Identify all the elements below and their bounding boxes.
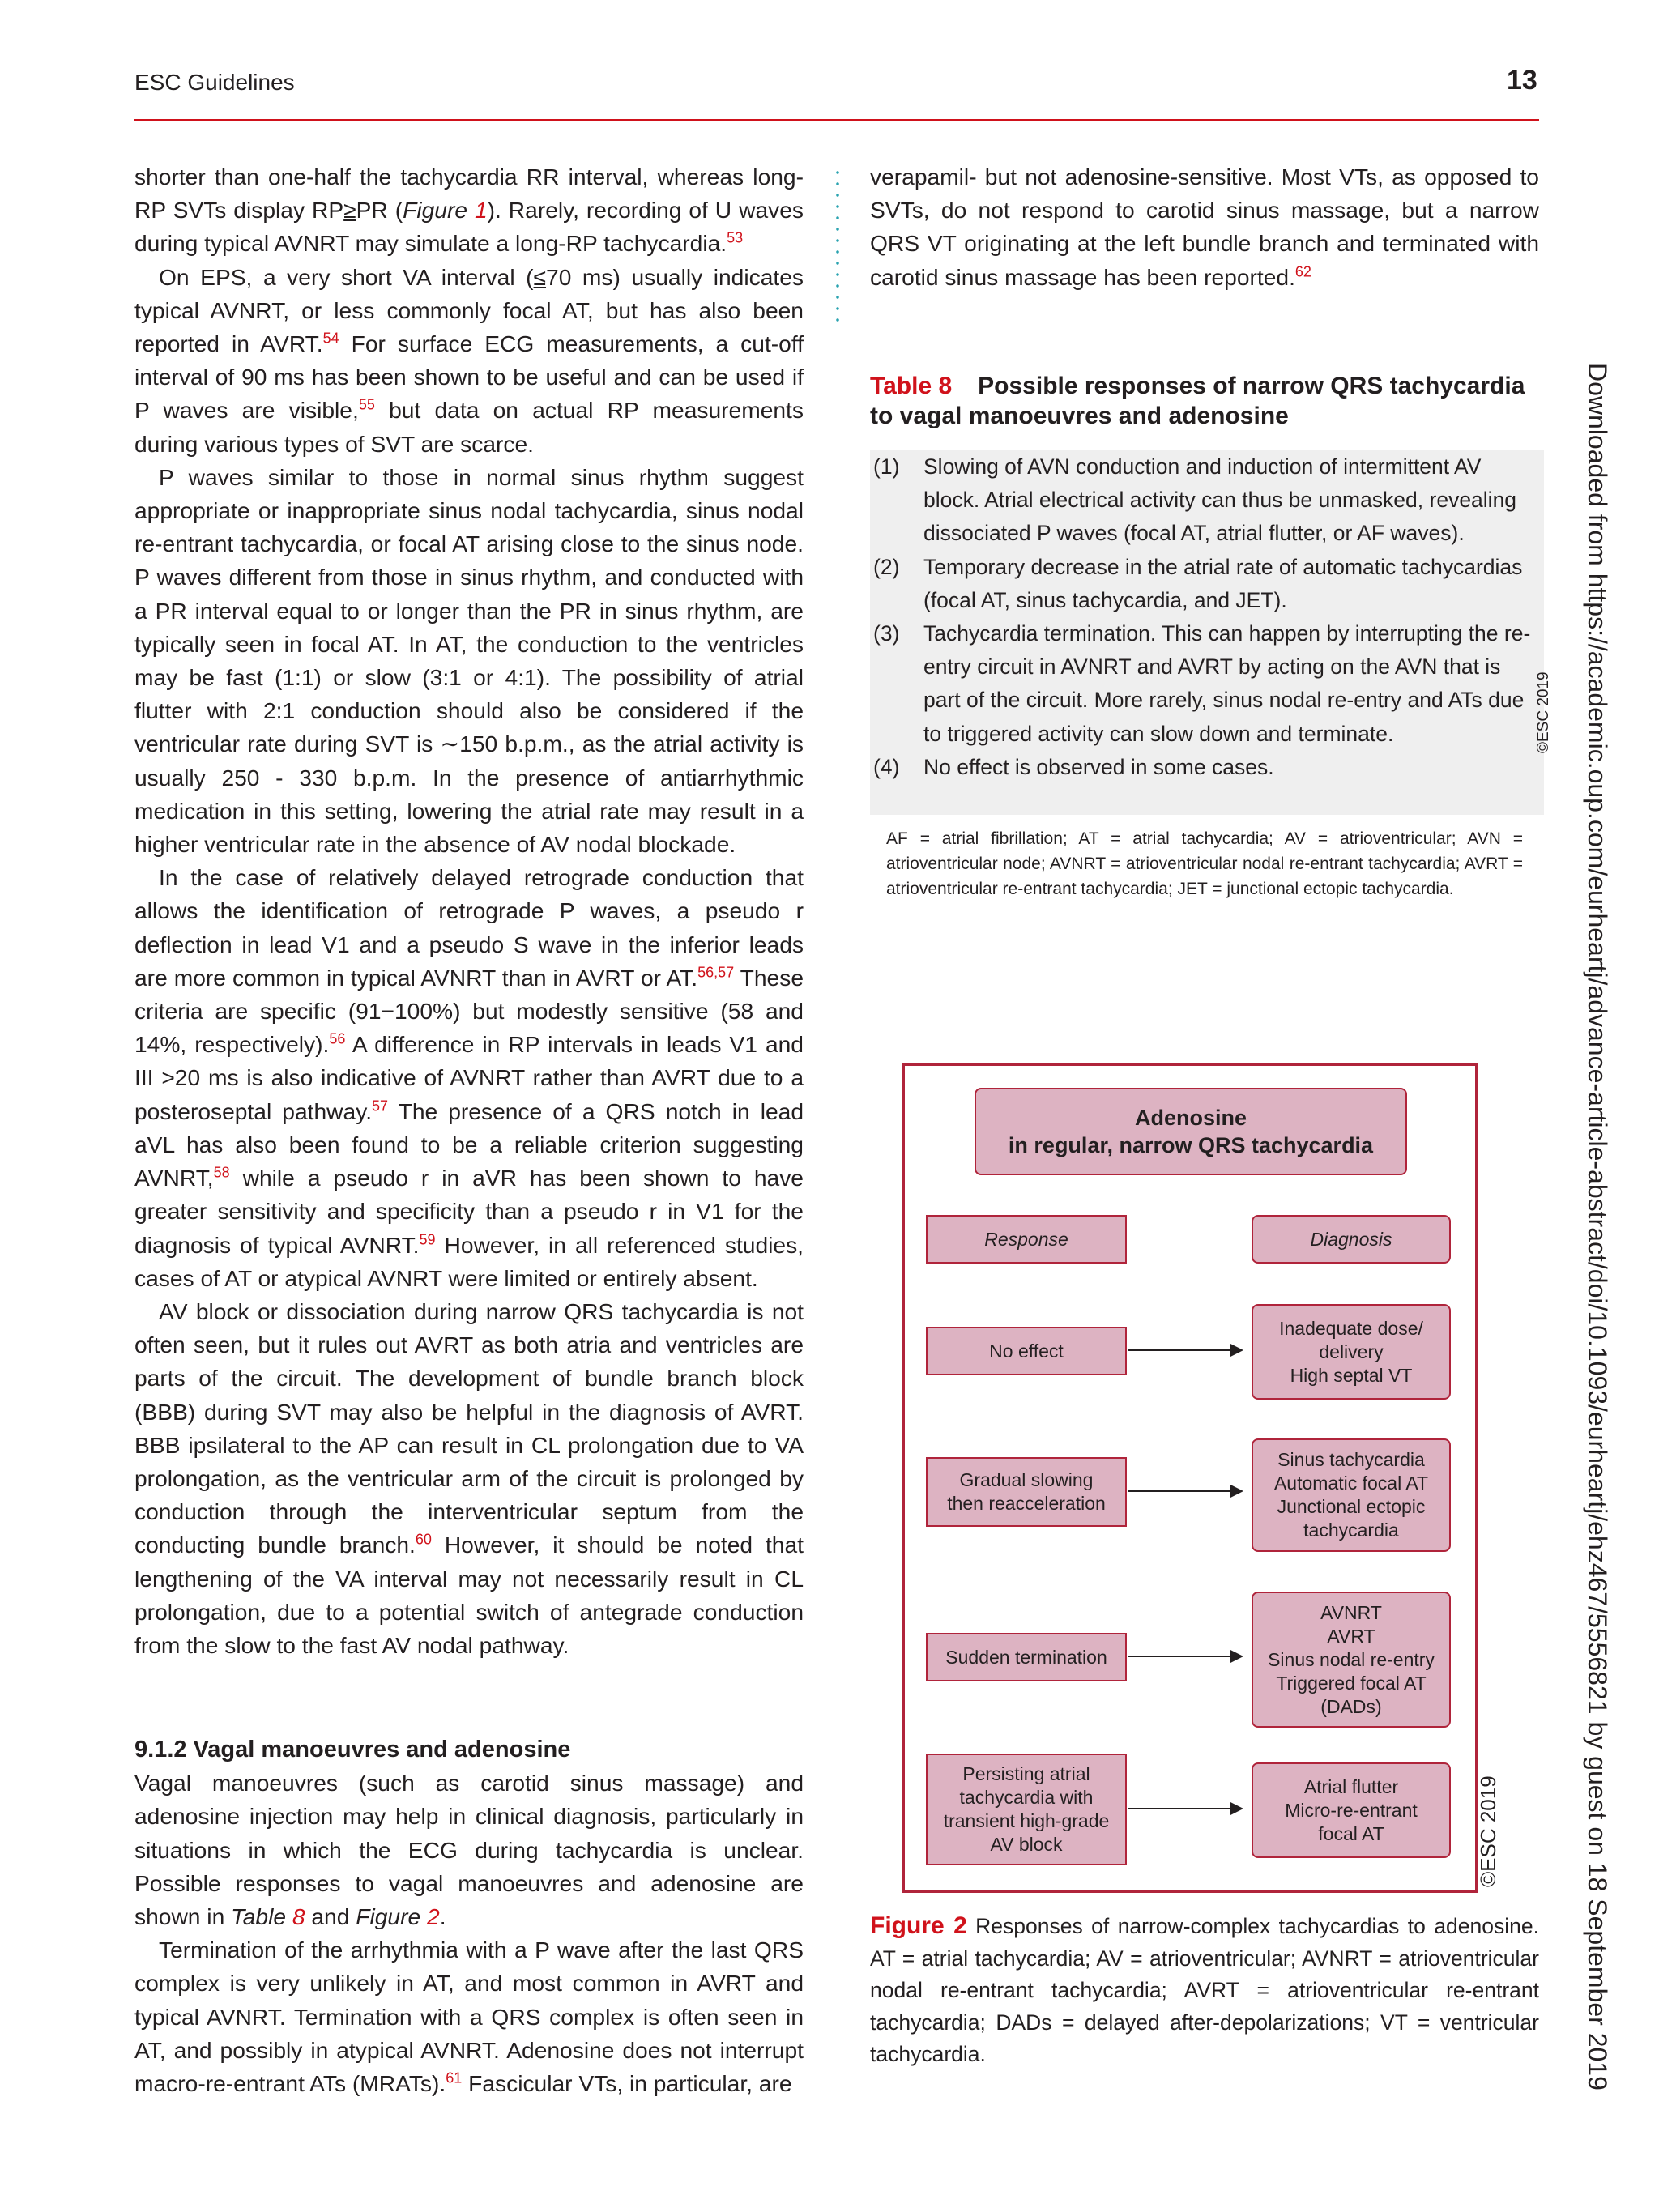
running-header: ESC Guidelines bbox=[134, 70, 295, 95]
copyright-table: ©ESC 2019 bbox=[1535, 671, 1552, 753]
paragraph: Termination of the arrhythmia with a P wave after the last QRS complex is very unlikely in AT, and most common in AVRT and typical AVNRT. Termination with a QRS complex is often seen in AT, and possibly in atypical AVNRT. Adenosine does not interrupt macro-re-entrant ATs (MRATs).$^{61}$ Fascicular VTs, in particular, are bbox=[134, 1937, 804, 2097]
paragraph: In the case of relatively delayed retrograde conduction that allows the identification of retrograde P waves, a pseudo r deflection in lead V1 and a pseudo S wave in the inferior leads are more common in typical AVNRT than in AVRT or AT.$^{56,57}$ These criteria are specific (91−100%) but modestly sensitive (58 and 14%, respectively).$^{56}$ A difference in RP intervals in leads V1 and III >20 ms is also indicative of AVNRT rather than AVRT due to a posteroseptal pathway.$^{57}$ The presence of a QRS notch in lead aVL has also been found to be a reliable criterion suggesting AVNRT,$^{58}$ while a pseudo r in aVR has been shown to have greater sensitivity and specificity than a pseudo r in V1 for the diagnosis of typical AVNRT.$^{59}$ However, in all referenced studies, cases of AT or atypical AVNRT were limited or entirely absent. bbox=[134, 864, 804, 1291]
response-box: No effect bbox=[926, 1327, 1127, 1375]
table-link[interactable]: 8 bbox=[292, 1903, 305, 1930]
paragraph: shorter than one-half the tachycardia RR interval, whereas long-RP SVTs display RP≥PR (Figure 1). Rarely, recording of U waves during typical AVNRT may simulate a long-RP tachycardia.$^{53}$ bbox=[134, 164, 804, 257]
table-8 bbox=[870, 450, 1544, 815]
table-label: Table 8 bbox=[870, 373, 953, 399]
table-title: Table 8 Possible responses of narrow QRS tachycardia to vagal manoeuvres and adenosine bbox=[870, 373, 1525, 429]
arrow-icon bbox=[1128, 1808, 1242, 1809]
arrow-icon bbox=[1128, 1490, 1242, 1492]
figure-caption: Figure 2 Responses of narrow-complex tachycardias to adenosine. AT = atrial tachycardia; AV = atrioventricular; AVNRT = atrioventricular nodal re-entrant tachycardia; AVRT = atrioventricular re-entrant tachycardia; DADs = delayed after-depolarizations; VT = ventricular tachycardia. bbox=[870, 1912, 1539, 2066]
paragraph: AV block or dissociation during narrow QRS tachycardia is not often seen, but it rules out AVRT as both atria and ventricles are parts of the circuit. The development of bundle branch block (BBB) during SVT may also be helpful in the diagnosis of AVRT. BBB ipsilateral to the AP can result in CL prolongation due to VA prolongation, as the ventricular arm of the circuit is prolonged by conduction through the interventricular septum from the conducting bundle branch.$^{60}$ However, it should be noted that lengthening of the VA interval may not necessarily result in CL prolongation, due to a potential switch of antegrade conduction from the slow to the fast AV nodal pathway. bbox=[134, 1298, 804, 1658]
diagnosis-box: Atrial flutter Micro-re-entrant focal AT bbox=[1252, 1762, 1451, 1858]
left-column-lower bbox=[134, 1733, 804, 2100]
reference[interactable]: 56 bbox=[329, 1030, 346, 1047]
reference[interactable]: 54 bbox=[322, 330, 339, 347]
diagnosis-box: Sinus tachycardia Automatic focal AT Junctional ectopic tachycardia bbox=[1252, 1438, 1451, 1552]
arrow-icon bbox=[1128, 1349, 1242, 1351]
reference[interactable]: 53 bbox=[727, 230, 744, 247]
table-row: (2) Temporary decrease in the atrial rate of automatic tachycardias (focal AT, sinus tachycardia, and JET). bbox=[873, 555, 1523, 613]
paragraph: On EPS, a very short VA interval (≤70 ms) usually indicates typical AVNRT, or less commonly focal AT, but has also been reported in AVRT.$^{54}$ For surface ECG measurements, a cut-off interval of 90 ms has been shown to be useful and can be used if P waves are visible,$^{55}$ but data on actual RP measurements during various types of SVT are scarce. bbox=[134, 263, 804, 457]
diagnosis-box: Inadequate dose/ delivery High septal VT bbox=[1252, 1304, 1451, 1400]
copyright-figure: ©ESC 2019 bbox=[1476, 1775, 1500, 1887]
diagnosis-box: AVNRT AVRT Sinus nodal re-entry Triggered focal AT (DADs) bbox=[1252, 1592, 1451, 1728]
arrow-icon bbox=[1128, 1656, 1242, 1657]
reference[interactable]: 55 bbox=[358, 397, 375, 414]
header-rule bbox=[134, 119, 1539, 121]
top-box-adenosine: Adenosine in regular, narrow QRS tachycardia bbox=[975, 1088, 1407, 1175]
table-row: (1) Slowing of AVN conduction and induction of intermittent AV block. Atrial electrical activity can thus be unmasked, revealing dissociated P waves (focal AT, atrial flutter, or AF waves). bbox=[873, 454, 1517, 546]
paragraph: P waves similar to those in normal sinus rhythm suggest appropriate or inappropriate sinus nodal tachycardia, sinus nodal re-entrant tachycardia, or focal AT arising close to the sinus node. P waves different from those in sinus rhythm, and conducted with a PR interval equal to or longer than the PR in sinus rhythm, are typically seen in focal AT. In AT, the conduction to the ventricles may be fast (1:1) or slow (3:1 or 4:1). The possibility of atrial flutter with 2:1 conduction should also be considered if the ventricular rate during SVT is ∼150 b.p.m., as the atrial activity is usually 250 - 330 b.p.m. In the presence of antiarrhythmic medication in this setting, lowering the atrial rate may result in a higher ventricular rate in the absence of AV nodal blockade. bbox=[134, 463, 804, 858]
response-box: Gradual slowing then reacceleration bbox=[926, 1457, 1127, 1527]
reference[interactable]: 59 bbox=[419, 1231, 436, 1248]
download-notice: Downloaded from https://academic.oup.com/eurheartj/advance-article-abstract/doi/10.1093/eurheartj/ehz467/5556821 by guest on 18 September 2019 bbox=[1583, 363, 1612, 2091]
page-number: 13 bbox=[1507, 65, 1537, 96]
paragraph: verapamil- but not adenosine-sensitive. Most VTs, as opposed to SVTs, do not respond to carotid sinus massage, but a narrow QRS VT originating at the left bundle branch and terminated with carotid sinus massage has been reported.$^{62}$ bbox=[870, 164, 1539, 290]
figure-2 bbox=[902, 1063, 1478, 1893]
paragraph: Vagal manoeuvres (such as carotid sinus massage) and adenosine injection may help in clinical diagnosis, particularly in situations in which the ECG during tachycardia is unclear. Possible responses to vagal manoeuvres and adenosine are shown in Table 8 and Figure 2. bbox=[134, 1770, 804, 1930]
reference[interactable]: 62 bbox=[1294, 263, 1311, 280]
figure-link[interactable]: 2 bbox=[427, 1903, 440, 1930]
response-box: Persisting atrial tachycardia with transient high-grade AV block bbox=[926, 1754, 1127, 1865]
reference[interactable]: 61 bbox=[446, 2069, 463, 2086]
section-heading: 9.1.2 Vagal manoeuvres and adenosine bbox=[134, 1737, 571, 1762]
response-header: Response bbox=[926, 1215, 1127, 1264]
table-row: (4) No effect is observed in some cases. bbox=[873, 755, 1274, 779]
diagnosis-header: Diagnosis bbox=[1252, 1215, 1451, 1264]
figure-label: Figure 2 bbox=[870, 1912, 967, 1939]
left-column bbox=[134, 160, 804, 1662]
reference[interactable]: 56,57 bbox=[697, 964, 735, 981]
reference[interactable]: 58 bbox=[213, 1164, 230, 1181]
table-row: (3) Tachycardia termination. This can happen by interrupting the re-entry circuit in AVNRT and AVRT by acting on the AVN that is part of the circuit. More rarely, sinus nodal re-entry and ATs due to triggered activity can slow down and terminate. bbox=[873, 621, 1531, 746]
column-divider bbox=[836, 167, 839, 326]
reference[interactable]: 60 bbox=[415, 1531, 432, 1548]
table-footnote: AF = atrial fibrillation; AT = atrial tachycardia; AV = atrioventricular; AVN = atrioventricular node; AVNRT = atrioventricular nodal re-entrant tachycardia; AVRT = atrioventricular re-entrant tachycardia; JET = junctional ectopic tachycardia. bbox=[886, 829, 1523, 898]
reference[interactable]: 57 bbox=[372, 1097, 389, 1115]
response-box: Sudden termination bbox=[926, 1633, 1127, 1681]
figure-link[interactable]: 1 bbox=[474, 197, 488, 224]
right-column bbox=[870, 160, 1539, 294]
